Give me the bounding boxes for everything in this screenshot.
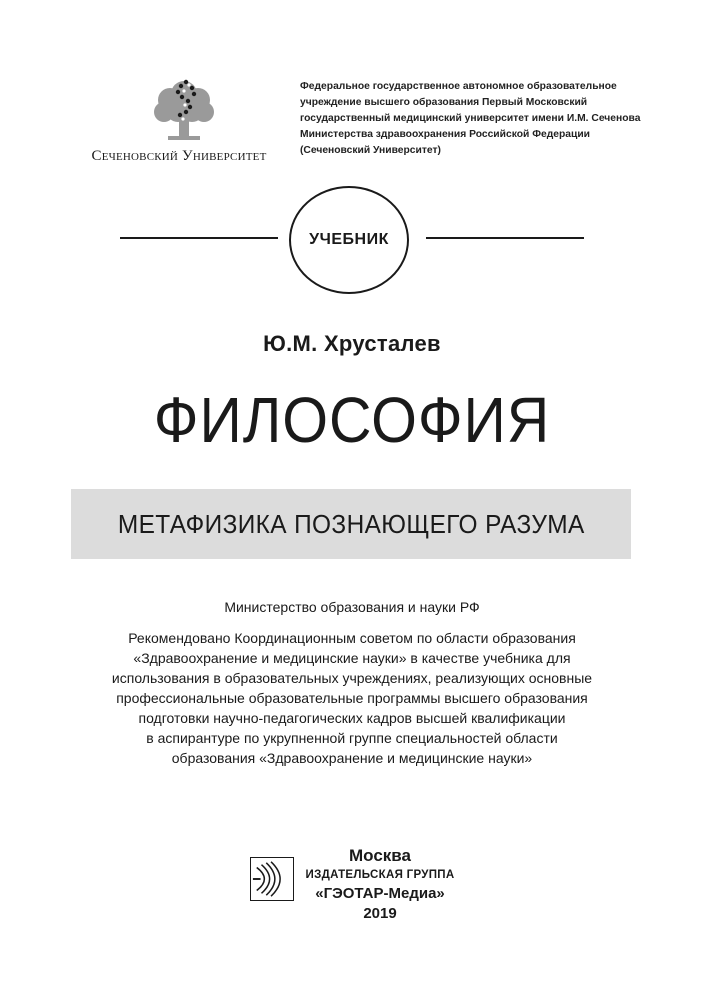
publisher-city: Москва: [349, 846, 411, 865]
ministry-line: Министерство образования и науки РФ: [224, 599, 480, 615]
author-name: Ю.М. Хрусталев: [263, 331, 441, 356]
publisher-name: «ГЭОТАР-Медиа»: [315, 885, 445, 902]
book-title: ФИЛОСОФИЯ: [153, 384, 551, 456]
divider-right: [426, 237, 584, 239]
book-subtitle: МЕТАФИЗИКА ПОЗНАЮЩЕГО РАЗУМА: [117, 508, 585, 539]
institution-line: (Сеченовский Университет): [300, 145, 441, 156]
recommendation-line: профессиональные образовательные программы высшего образования: [116, 690, 588, 706]
institution-line: государственный медицинский университет имени И.М. Сеченова: [300, 113, 641, 124]
publisher-logo-icon: [250, 857, 294, 901]
textbook-badge-label: УЧЕБНИК: [309, 231, 389, 248]
textbook-badge: [289, 186, 409, 294]
recommendation-line: Рекомендовано Координационным советом по области образования: [128, 630, 576, 646]
recommendation-line: подготовки научно-педагогических кадров высшей квалификации: [138, 710, 566, 726]
publisher-group: ИЗДАТЕЛЬСКАЯ ГРУППА: [305, 869, 455, 881]
recommendation-line: использования в образовательных учреждениях, реализующих основные: [111, 670, 593, 686]
publisher-info: [300, 846, 460, 924]
institution-description: [300, 79, 641, 159]
recommendation-line: в аспирантуре по укрупненной группе специальностей области: [146, 730, 558, 746]
subtitle-band: [71, 489, 631, 559]
divider-left: [120, 237, 278, 239]
university-name: Сеченовский Университет: [91, 148, 267, 164]
publication-year: 2019: [363, 905, 397, 922]
recommendation-text: [40, 628, 664, 768]
recommendation-line: образования «Здравоохранение и медицинские науки»: [171, 750, 533, 766]
university-tree-logo: [148, 74, 220, 144]
institution-line: учреждение высшего образования Первый Московский: [300, 97, 588, 108]
institution-line: Федеральное государственное автономное образовательное: [300, 81, 617, 92]
institution-line: Министерства здравоохранения Российской Федерации: [300, 129, 590, 140]
recommendation-line: «Здравоохранение и медицинские науки» в качестве учебника для: [133, 650, 571, 666]
